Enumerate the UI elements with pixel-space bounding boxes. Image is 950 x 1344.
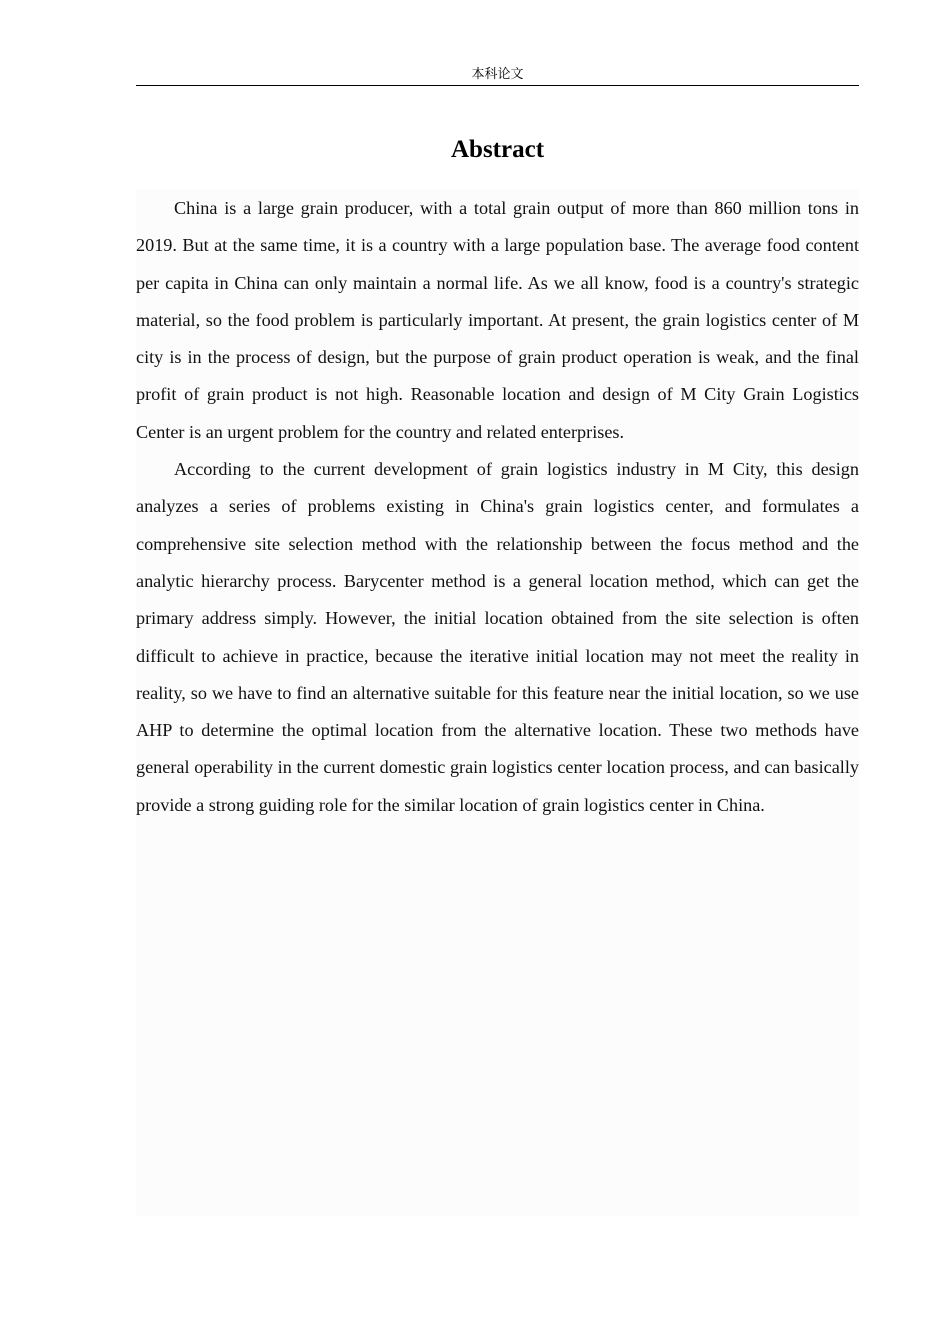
abstract-paragraph-2: According to the current development of grain logistics industry in M City, this design analyzes a series of problems existing in China's grain logistics center, and formulates a comprehensive site selection method with the relationship between the focus method and the analytic hierarchy process. Barycenter method is a general location method, which can get the primary address simply. However, the initial location obtained from the site selection is often difficult to achieve in practice, because the iterative initial location may not meet the reality in reality, so we have to find an alternative suitable for this feature near the initial location, so we use AHP to determine the optimal location from the alternative location. These two methods have general operability in the current domestic grain logistics center location process, and can basically provide a strong guiding role for the similar location of grain logistics center in China. (136, 459, 859, 815)
abstract-paragraph-1: China is a large grain producer, with a total grain output of more than 860 million tons in 2019. But at the same time, it is a country with a large population base. The average food content per capita in China can only maintain a normal life. As we all know, food is a country's strategic material, so the food problem is particularly important. At present, the grain logistics center of M city is in the process of design, but the purpose of grain product operation is weak, and the final profit of grain product is not high. Reasonable location and design of M City Grain Logistics Center is an urgent problem for the country and related enterprises. (136, 198, 859, 442)
running-header: 本科论文 (471, 67, 524, 82)
header-rule (136, 85, 859, 86)
abstract-body (136, 190, 859, 824)
page-title: Abstract (450, 136, 545, 163)
